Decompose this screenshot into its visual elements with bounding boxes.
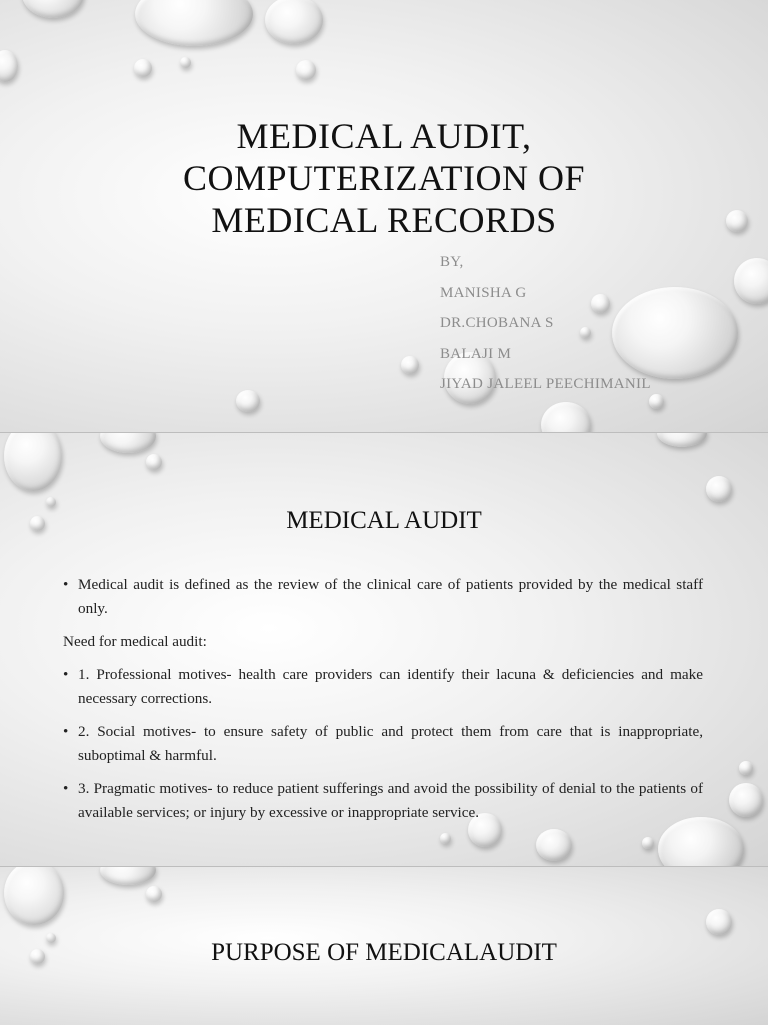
water-drop-decoration [236, 390, 260, 412]
water-drop-decoration [706, 476, 732, 502]
water-drop-decoration [729, 783, 763, 817]
author-line: DR.CHOBANA S [440, 315, 554, 331]
purpose-slide [0, 866, 768, 1025]
bullet-text: 1. Professional motives- health care providers can identify their lacuna & deficiencies and make necessary corrections. [78, 666, 703, 707]
water-drop-decoration [541, 402, 591, 432]
water-drop-decoration [265, 0, 323, 44]
water-drop-decoration [180, 57, 191, 68]
water-drop-decoration [649, 394, 664, 409]
bullet-text: 3. Pragmatic motives- to reduce patient sufferings and avoid the possibility of denial to the patients of available services; or injury by excessive or inappropriate service. [78, 780, 703, 821]
water-drop-decoration [135, 0, 253, 46]
water-drop-decoration [146, 886, 162, 902]
water-drop-decoration [440, 833, 451, 844]
author-line: BY, [440, 254, 464, 270]
author-line: BALAJI M [440, 345, 512, 362]
bullet-marker: • [63, 576, 69, 593]
water-drop-decoration [4, 432, 62, 491]
title-line: MEDICAL RECORDS [211, 200, 557, 240]
water-drop-decoration [100, 432, 156, 453]
water-drop-decoration [100, 866, 156, 885]
title-line: MEDICAL AUDIT, [236, 116, 532, 156]
water-drop-decoration [739, 761, 753, 775]
bullet-item [63, 573, 703, 621]
bullet-marker: • [63, 666, 69, 683]
medical-audit-slide [0, 432, 768, 867]
author-line: MANISHA G [440, 284, 527, 301]
water-drop-decoration [46, 497, 56, 507]
author-list [440, 252, 651, 405]
title-slide [0, 0, 768, 432]
water-drop-decoration [146, 454, 162, 470]
bullet-item [63, 777, 703, 825]
title-line: COMPUTERIZATION OF [182, 158, 585, 198]
water-drop-decoration [4, 866, 64, 925]
section-label: Need for medical audit: [63, 633, 207, 650]
bullet-text: 2. Social motives- to ensure safety of public and protect them from care that is inappropriate, suboptimal & harmful. [78, 723, 703, 764]
bullet-text: Medical audit is defined as the review of the clinical care of patients provided by the medical staff only. [78, 576, 703, 617]
bullet-item [63, 663, 703, 711]
slide-title: PURPOSE OF MEDICALAUDIT [211, 939, 557, 966]
water-drop-decoration [134, 59, 152, 77]
slide-body [63, 573, 703, 834]
bullet-marker: • [63, 723, 69, 740]
water-drop-decoration [401, 356, 419, 374]
water-drop-decoration [0, 50, 18, 82]
water-drop-decoration [657, 432, 707, 447]
water-drop-decoration [706, 909, 732, 935]
water-drop-decoration [734, 258, 768, 304]
slide-title: MEDICAL AUDIT [286, 507, 482, 534]
water-drop-decoration [22, 0, 84, 18]
water-drop-decoration [726, 210, 748, 232]
water-drop-decoration [642, 837, 654, 849]
slide-title [100, 115, 668, 241]
bullet-marker: • [63, 780, 69, 797]
bullet-item [63, 720, 703, 768]
author-line: JIYAD JALEEL PEECHIMANIL [440, 376, 651, 392]
water-drop-decoration [296, 60, 316, 80]
